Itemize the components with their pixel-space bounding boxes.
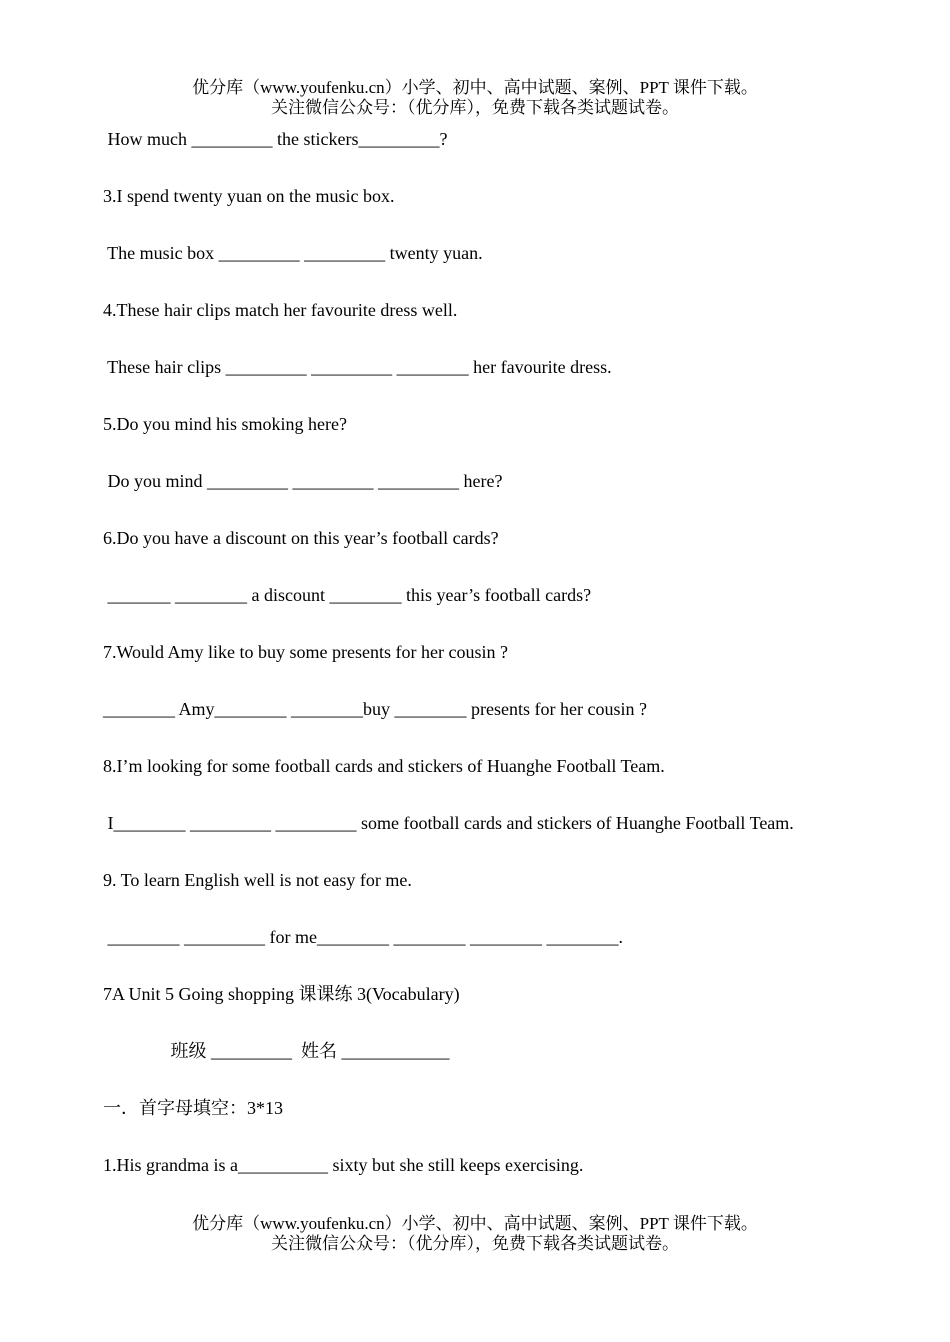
answer-line-8: I________ _________ _________ some football cards and stickers of Huanghe Football Team. [103, 813, 794, 833]
answer-line-5: Do you mind _________ _________ _________ here? [103, 471, 503, 491]
page-header [0, 78, 950, 118]
question-9: 9. To learn English well is not easy for me. [103, 870, 412, 890]
answer-line-7: ________ Amy________ ________buy ________ presents for her cousin ? [103, 699, 647, 719]
answer-line-4: These hair clips _________ _________ ________ her favourite dress. [103, 357, 612, 377]
header-line-2: 关注微信公众号：（优分库），免费下载各类试题试卷。 [271, 98, 679, 117]
answer-line-3: The music box _________ _________ twenty yuan. [103, 243, 483, 263]
question-6: 6.Do you have a discount on this year’s football cards? [103, 528, 499, 548]
question-4: 4.These hair clips match her favourite dress well. [103, 300, 458, 320]
question-5: 5.Do you mind his smoking here? [103, 414, 347, 434]
section-title: 7A Unit 5 Going shopping 课课练 3(Vocabulary) [103, 984, 460, 1004]
part-heading: 一．首字母填空：3*13 [103, 1098, 283, 1118]
class-name-line: 班级 _________ 姓名 ____________ [103, 1041, 450, 1061]
page-footer [0, 1214, 950, 1254]
answer-line-6: _______ ________ a discount ________ this year’s football cards? [103, 585, 592, 605]
question-7: 7.Would Amy like to buy some presents for her cousin ? [103, 642, 508, 662]
header-line-1: 优分库（www.youfenku.cn）小学、初中、高中试题、案例、PPT 课件下载。 [192, 78, 758, 97]
question-3: 3.I spend twenty yuan on the music box. [103, 186, 395, 206]
footer-line-1: 优分库（www.youfenku.cn）小学、初中、高中试题、案例、PPT 课件下载。 [192, 1214, 758, 1233]
vocab-question-1: 1.His grandma is a__________ sixty but she still keeps exercising. [103, 1155, 584, 1175]
answer-line-9: ________ _________ for me________ ________ ________ ________. [103, 927, 623, 947]
question-8: 8.I’m looking for some football cards and stickers of Huanghe Football Team. [103, 756, 665, 776]
footer-line-2: 关注微信公众号：（优分库），免费下载各类试题试卷。 [271, 1234, 679, 1253]
answer-line-2: How much _________ the stickers_________? [103, 129, 448, 149]
